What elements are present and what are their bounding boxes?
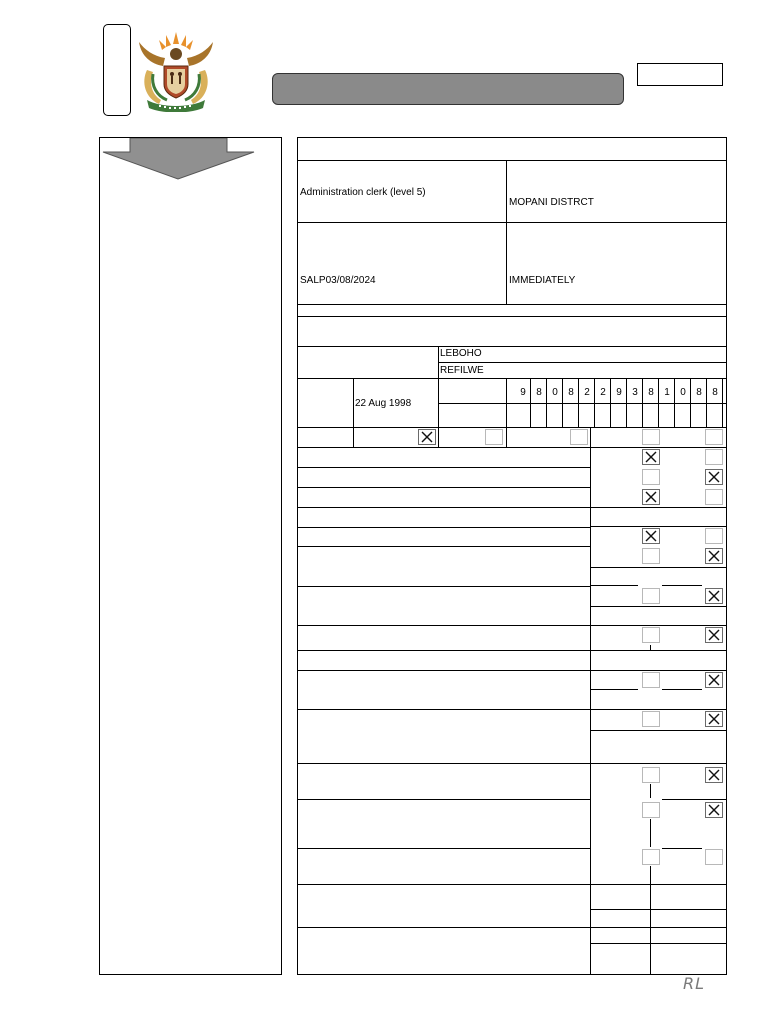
- id-cell-divider: [562, 378, 563, 428]
- checkbox-row0-4[interactable]: [705, 429, 723, 445]
- post-title-value: Administration clerk (level 5): [300, 187, 426, 198]
- left-instruction-panel: [99, 137, 282, 975]
- no-checkbox[interactable]: [705, 449, 723, 465]
- id-digit: 8: [712, 387, 718, 398]
- id-digit: 8: [568, 387, 574, 398]
- id-cell-divider: [706, 378, 707, 428]
- id-cell-divider: [546, 378, 547, 428]
- id-cell-divider: [642, 378, 643, 428]
- coat-of-arms-logo: [133, 30, 219, 112]
- id-cell-divider: [722, 378, 723, 428]
- id-digit: 0: [552, 387, 558, 398]
- id-cell-divider: [674, 378, 675, 428]
- id-digit: 9: [616, 387, 622, 398]
- no-checkbox[interactable]: [705, 672, 723, 688]
- id-cell-divider: [690, 378, 691, 428]
- id-cell-divider: [594, 378, 595, 428]
- surname-value: LEBOHO: [440, 348, 482, 359]
- yes-checkbox[interactable]: [642, 528, 660, 544]
- no-checkbox[interactable]: [705, 711, 723, 727]
- checkbox-row0-0[interactable]: [418, 429, 436, 445]
- application-form: [297, 137, 727, 975]
- checkbox-row0-1[interactable]: [485, 429, 503, 445]
- id-cell-divider: [506, 378, 507, 428]
- first-names-value: REFILWE: [440, 365, 484, 376]
- id-digit: 2: [600, 387, 606, 398]
- id-digit: 8: [696, 387, 702, 398]
- id-cell-divider: [626, 378, 627, 428]
- yes-checkbox[interactable]: [642, 489, 660, 505]
- yes-checkbox[interactable]: [642, 767, 660, 783]
- yes-checkbox[interactable]: [642, 849, 660, 865]
- yes-checkbox[interactable]: [642, 711, 660, 727]
- header-side-tab: [103, 24, 131, 116]
- centre-value: MOPANI DISTRCT: [509, 197, 594, 208]
- no-checkbox[interactable]: [705, 802, 723, 818]
- no-checkbox[interactable]: [705, 588, 723, 604]
- yes-checkbox[interactable]: [642, 469, 660, 485]
- yes-checkbox[interactable]: [642, 588, 660, 604]
- reference-box: [637, 63, 723, 86]
- date-of-birth-value: 22 Aug 1998: [355, 398, 412, 409]
- yes-checkbox[interactable]: [642, 802, 660, 818]
- id-digit: 1: [664, 387, 670, 398]
- no-checkbox[interactable]: [705, 849, 723, 865]
- id-cell-divider: [658, 378, 659, 428]
- id-digit: 0: [680, 387, 686, 398]
- no-checkbox[interactable]: [705, 489, 723, 505]
- availability-value: IMMEDIATELY: [509, 275, 576, 286]
- no-checkbox[interactable]: [705, 767, 723, 783]
- no-checkbox[interactable]: [705, 627, 723, 643]
- no-checkbox[interactable]: [705, 469, 723, 485]
- no-checkbox[interactable]: [705, 528, 723, 544]
- yes-checkbox[interactable]: [642, 627, 660, 643]
- header-title-banner: [272, 73, 624, 105]
- signature-initials: RL: [683, 974, 706, 993]
- id-digit: 2: [584, 387, 590, 398]
- id-digit: 3: [632, 387, 638, 398]
- down-arrow-icon: [102, 138, 256, 180]
- id-cell-divider: [530, 378, 531, 428]
- checkbox-row0-2[interactable]: [570, 429, 588, 445]
- id-digit: 8: [648, 387, 654, 398]
- id-cell-divider: [578, 378, 579, 428]
- yes-checkbox[interactable]: [642, 449, 660, 465]
- id-cell-divider: [610, 378, 611, 428]
- id-digit: 9: [520, 387, 526, 398]
- no-checkbox[interactable]: [705, 548, 723, 564]
- yes-checkbox[interactable]: [642, 548, 660, 564]
- reference-number-value: SALP03/08/2024: [300, 275, 376, 286]
- yes-checkbox[interactable]: [642, 672, 660, 688]
- id-digit: 8: [536, 387, 542, 398]
- checkbox-row0-3[interactable]: [642, 429, 660, 445]
